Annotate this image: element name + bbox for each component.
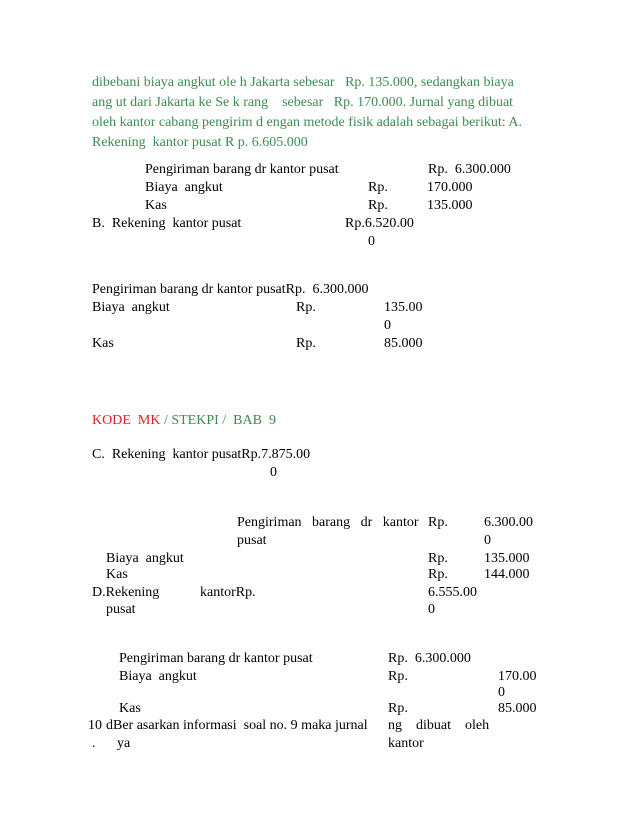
option-a-row-2-label: Biaya angkut <box>145 180 223 195</box>
option-c-row-2-label: Biaya angkut <box>106 551 184 566</box>
option-c-row-1-label: Pengiriman barang dr kantor <box>237 515 419 530</box>
option-c-row-3-currency: Rp. <box>428 567 448 582</box>
option-a-row-2-amount: 170.000 <box>427 180 473 195</box>
intro-line-2: ang ut dari Jakarta ke Se k rang sebesar Rp. 170.000. Jurnal yang dibuat <box>92 95 514 110</box>
option-b-row-2-amount-wrap: 0 <box>384 318 391 333</box>
option-b-header-amount: Rp.6.520.00 <box>345 216 414 231</box>
option-d-row-3-label: Kas <box>119 701 141 716</box>
question-10-text-2-wrap: kantor <box>388 736 424 751</box>
intro-line-4: Rekening kantor pusat R p. 6.605.000 <box>92 135 308 150</box>
option-a-row-2-currency: Rp. <box>368 180 388 195</box>
option-b-row-3-label: Kas <box>92 336 114 351</box>
option-b-row-2-label: Biaya angkut <box>92 300 170 315</box>
option-b-header-amount-wrap: 0 <box>368 234 375 249</box>
page-header-code <box>92 412 276 429</box>
question-10-number: 10 <box>88 718 102 733</box>
option-d-row-2-amount-wrap: 0 <box>498 685 505 700</box>
question-10-text-1: dBer asarkan informasi soal no. 9 maka jurnal <box>106 718 368 733</box>
intro-line-1: dibebani biaya angkut ole h Jakarta sebesar Rp. 135.000, sedangkan biaya <box>92 75 514 90</box>
option-d-row-3-currency: Rp. <box>388 701 408 716</box>
question-10-number-wrap: . <box>92 736 96 751</box>
option-c-row-2-amount: 135.000 <box>484 551 530 566</box>
option-b-row-3-amount: 85.000 <box>384 336 423 351</box>
option-c-header: C. Rekening kantor pusatRp.7.875.00 <box>92 447 311 462</box>
option-b-row-1: Pengiriman barang dr kantor pusatRp. 6.300.000 <box>92 282 369 297</box>
option-a-row-3-amount: 135.000 <box>427 198 473 213</box>
option-c-row-1-label-wrap: pusat <box>237 533 267 548</box>
option-d-row-2-label: Biaya angkut <box>119 669 197 684</box>
question-10-text-2: ng dibuat oleh <box>388 718 490 733</box>
option-b-row-2-currency: Rp. <box>296 300 316 315</box>
option-a-row-1-label: Pengiriman barang dr kantor pusat <box>145 162 339 177</box>
option-a-row-3-label: Kas <box>145 198 167 213</box>
option-d-header-label: D.Rekening <box>92 585 160 600</box>
intro-line-3: oleh kantor cabang pengirim d engan metode fisik adalah sebagai berikut: A. <box>92 115 522 130</box>
option-d-row-2-currency: Rp. <box>388 669 408 684</box>
option-a-row-1-amount: Rp. 6.300.000 <box>428 162 511 177</box>
page-header-rest: / STEKPI / BAB 9 <box>160 413 276 428</box>
option-c-row-3-label: Kas <box>106 567 128 582</box>
option-d-row-2-amount: 170.00 <box>498 669 537 684</box>
option-c-header-wrap: 0 <box>270 465 277 480</box>
option-d-header-label-wrap: pusat <box>106 602 136 617</box>
option-a-row-3-currency: Rp. <box>368 198 388 213</box>
option-b-row-2-amount: 135.00 <box>384 300 423 315</box>
question-10-text-1-wrap: ya <box>117 736 131 751</box>
option-d-row-1-amount: Rp. 6.300.000 <box>388 651 471 666</box>
option-c-row-1-amount-wrap: 0 <box>484 533 491 548</box>
option-c-row-2-currency: Rp. <box>428 551 448 566</box>
option-d-header-amount: 6.555.00 <box>428 585 477 600</box>
page-header-code-label: KODE MK <box>92 413 161 428</box>
option-c-row-1-currency: Rp. <box>428 515 448 530</box>
option-d-row-1-label: Pengiriman barang dr kantor pusat <box>119 651 313 666</box>
option-b-row-3-currency: Rp. <box>296 336 316 351</box>
option-b-header-label: B. Rekening kantor pusat <box>92 216 242 231</box>
option-c-row-3-amount: 144.000 <box>484 567 530 582</box>
option-d-header-amount-wrap: 0 <box>428 602 435 617</box>
option-d-row-3-amount: 85.000 <box>498 701 537 716</box>
option-d-header-label-2: kantorRp. <box>200 585 256 600</box>
option-c-row-1-amount: 6.300.00 <box>484 515 533 530</box>
